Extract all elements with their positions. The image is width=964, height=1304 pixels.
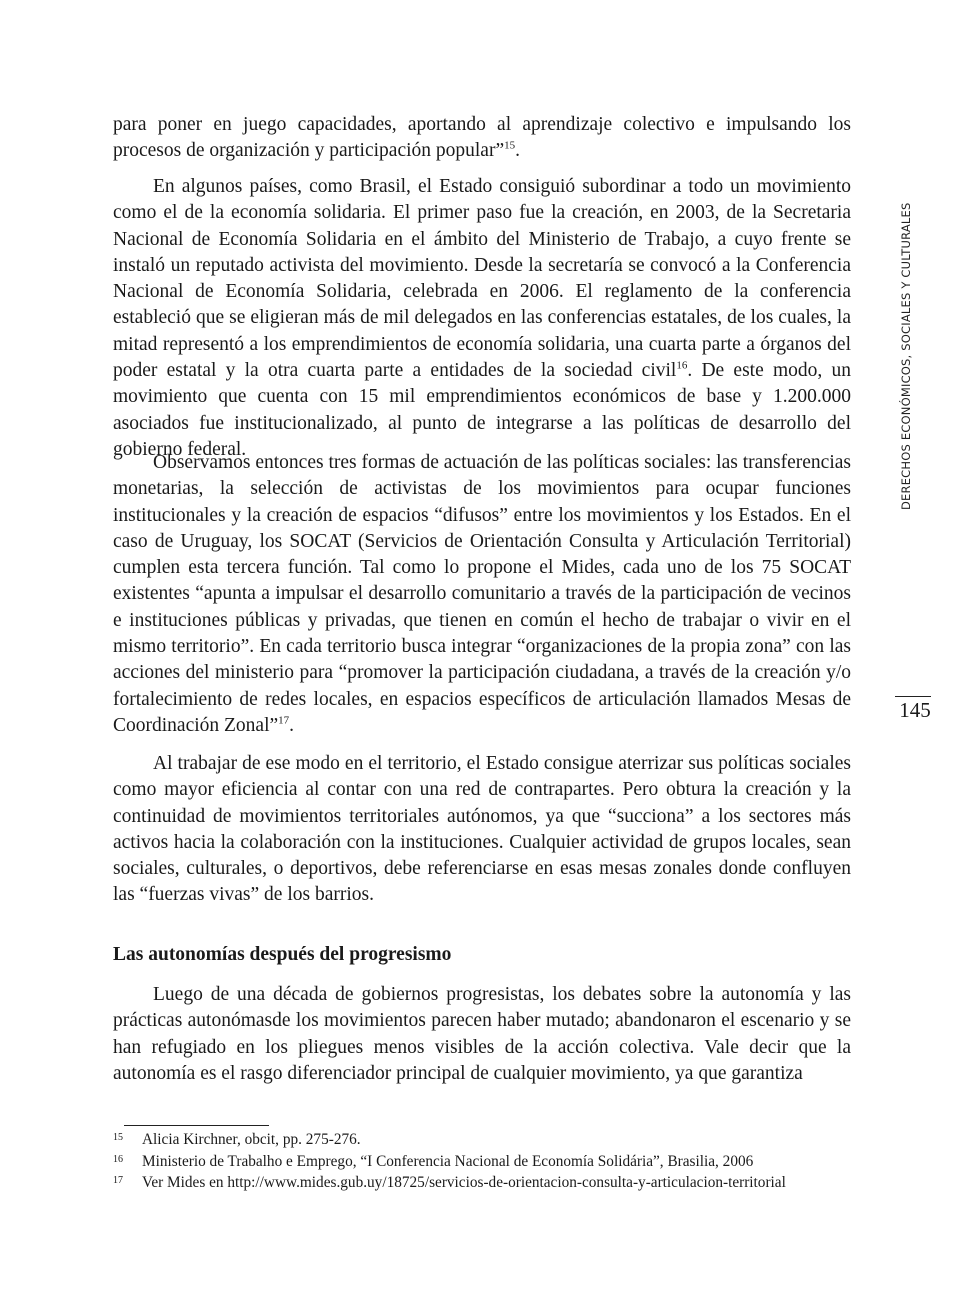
paragraph-1-text xyxy=(113,112,851,165)
footnote-number: 17 xyxy=(113,1175,123,1186)
footnote-16 xyxy=(113,1151,873,1173)
p1-body: para poner en juego capacidades, aportando al aprendizaje colectivo e impulsando los procesos de organización y participación popular” xyxy=(113,114,851,162)
p3-body: Observamos entonces tres formas de actuación de las políticas sociales: las transferencias monetarias, la selección de activistas de los movimientos para ocupar funciones institucionales y la creación de espacios “difusos” entre los movimientos y los Estados. En el caso de Uruguay, los SOCAT (Servicios de Orientación Consulta y Articulación Territorial) cumplen esta tercera función. Tal como lo propone el Mides, cada uno de los 75 SOCAT existentes “apunta a impulsar el desarrollo comunitario a través de la participación de vecinos e instituciones públicas y privadas, que tienen en común el hecho de trabajar o vivir en el mismo territorio”. En cada territorio busca integrar “organizaciones de la propia zona” con las acciones del ministerio para “promover la participación ciudadana, a través de la creación y/o fortalecimiento de redes locales, en espacios específicos de articulación llamados Mesas de Coordinación Zonal” xyxy=(113,452,851,736)
paragraph-3-text xyxy=(113,450,851,739)
p1-tail: . xyxy=(515,140,520,162)
footnote-text: Ministerio de Trabalho e Emprego, “I Conferencia Nacional de Economía Solidária”, Brasilia, 2006 xyxy=(142,1152,754,1170)
footnote-text: Alicia Kirchner, obcit, pp. 275-276. xyxy=(142,1131,361,1148)
paragraph-5-text: Luego de una década de gobiernos progresistas, los debates sobre la autonomía y las prácticas autonómasde los movimientos parecen haber mutado; abandonaron el escenario y se han refugiado en los pliegues menos visibles de la acción colectiva. Vale decir que la autonomía es el rasgo diferenciador principal de cualquier movimiento, ya que garantiza xyxy=(113,984,851,1084)
paragraph-4-text: Al trabajar de ese modo en el territorio, el Estado consigue aterrizar sus políticas sociales como mayor eficiencia al contar con una red de contrapartes. Pero obtura la creación y la continuidad de movimientos territoriales autónomos, ya que “succiona” a los sectores más activos hacia la colaboración con la instituciones. Cualquier actividad de grupos locales, sean sociales, culturales, o deportivos, debe referenciarse en esas mesas zonales donde confluyen las “fuerzas vivas” de los barrios. xyxy=(113,753,851,906)
p2-tail: . De este modo, un movimiento que cuenta con 15 mil emprendimientos económicos de base y 1.200.000 asociados fue institucionalizado, al punto de integrarse a las políticas de desarrollo del gobierno federal. xyxy=(113,360,851,460)
page-number-rule xyxy=(895,696,931,697)
page-number: 145 xyxy=(899,698,931,722)
paragraph-5 xyxy=(113,982,851,1087)
paragraph-4 xyxy=(113,751,851,909)
paragraph-2-text xyxy=(113,174,851,463)
footnote-separator xyxy=(124,1125,269,1126)
footnote-ref-15[interactable]: 15 xyxy=(504,139,516,152)
footnote-number: 15 xyxy=(113,1132,123,1143)
paragraph-2 xyxy=(113,174,851,463)
footnotes xyxy=(113,1129,873,1194)
p2-body: En algunos países, como Brasil, el Estado consiguió subordinar a todo un movimiento como el de la economía solidaria. El primer paso fue la creación, en 2003, de la Secretaria Nacional de Economía Solidaria en el ámbito del Ministerio de Trabajo, a cuyo frente se instaló un reputado activista del movimiento. Desde la secretaría se convocó a la Conferencia Nacional de Economía Solidaria, celebrada en 2006. El reglamento de la conferencia estableció que se eligieran más de mil delegados en las conferencias estatales, de los cuales, la mitad representó a los emprendimientos de economía solidaria, una cuarta parte a órganos del poder estatal y la otra cuarta parte a entidades de la sociedad civil xyxy=(113,176,851,382)
footnote-text[interactable]: Ver Mides en http://www.mides.gub.uy/18725/servicios-de-orientacion-consulta-y-articulacion-territorial xyxy=(142,1174,786,1191)
footnote-15 xyxy=(113,1129,873,1151)
paragraph-3 xyxy=(113,450,851,739)
running-header-text: DERECHOS ECONÓMICOS, SOCIALES Y CULTURALES xyxy=(899,202,913,510)
footnote-ref-17[interactable]: 17 xyxy=(278,714,290,727)
p3-tail: . xyxy=(289,714,295,736)
footnote-number: 16 xyxy=(113,1153,123,1165)
footnote-17 xyxy=(113,1172,873,1194)
paragraph-1 xyxy=(113,112,851,165)
section-heading: Las autonomías después del progresismo xyxy=(113,944,452,965)
footnote-ref-16[interactable]: 16 xyxy=(676,359,688,372)
